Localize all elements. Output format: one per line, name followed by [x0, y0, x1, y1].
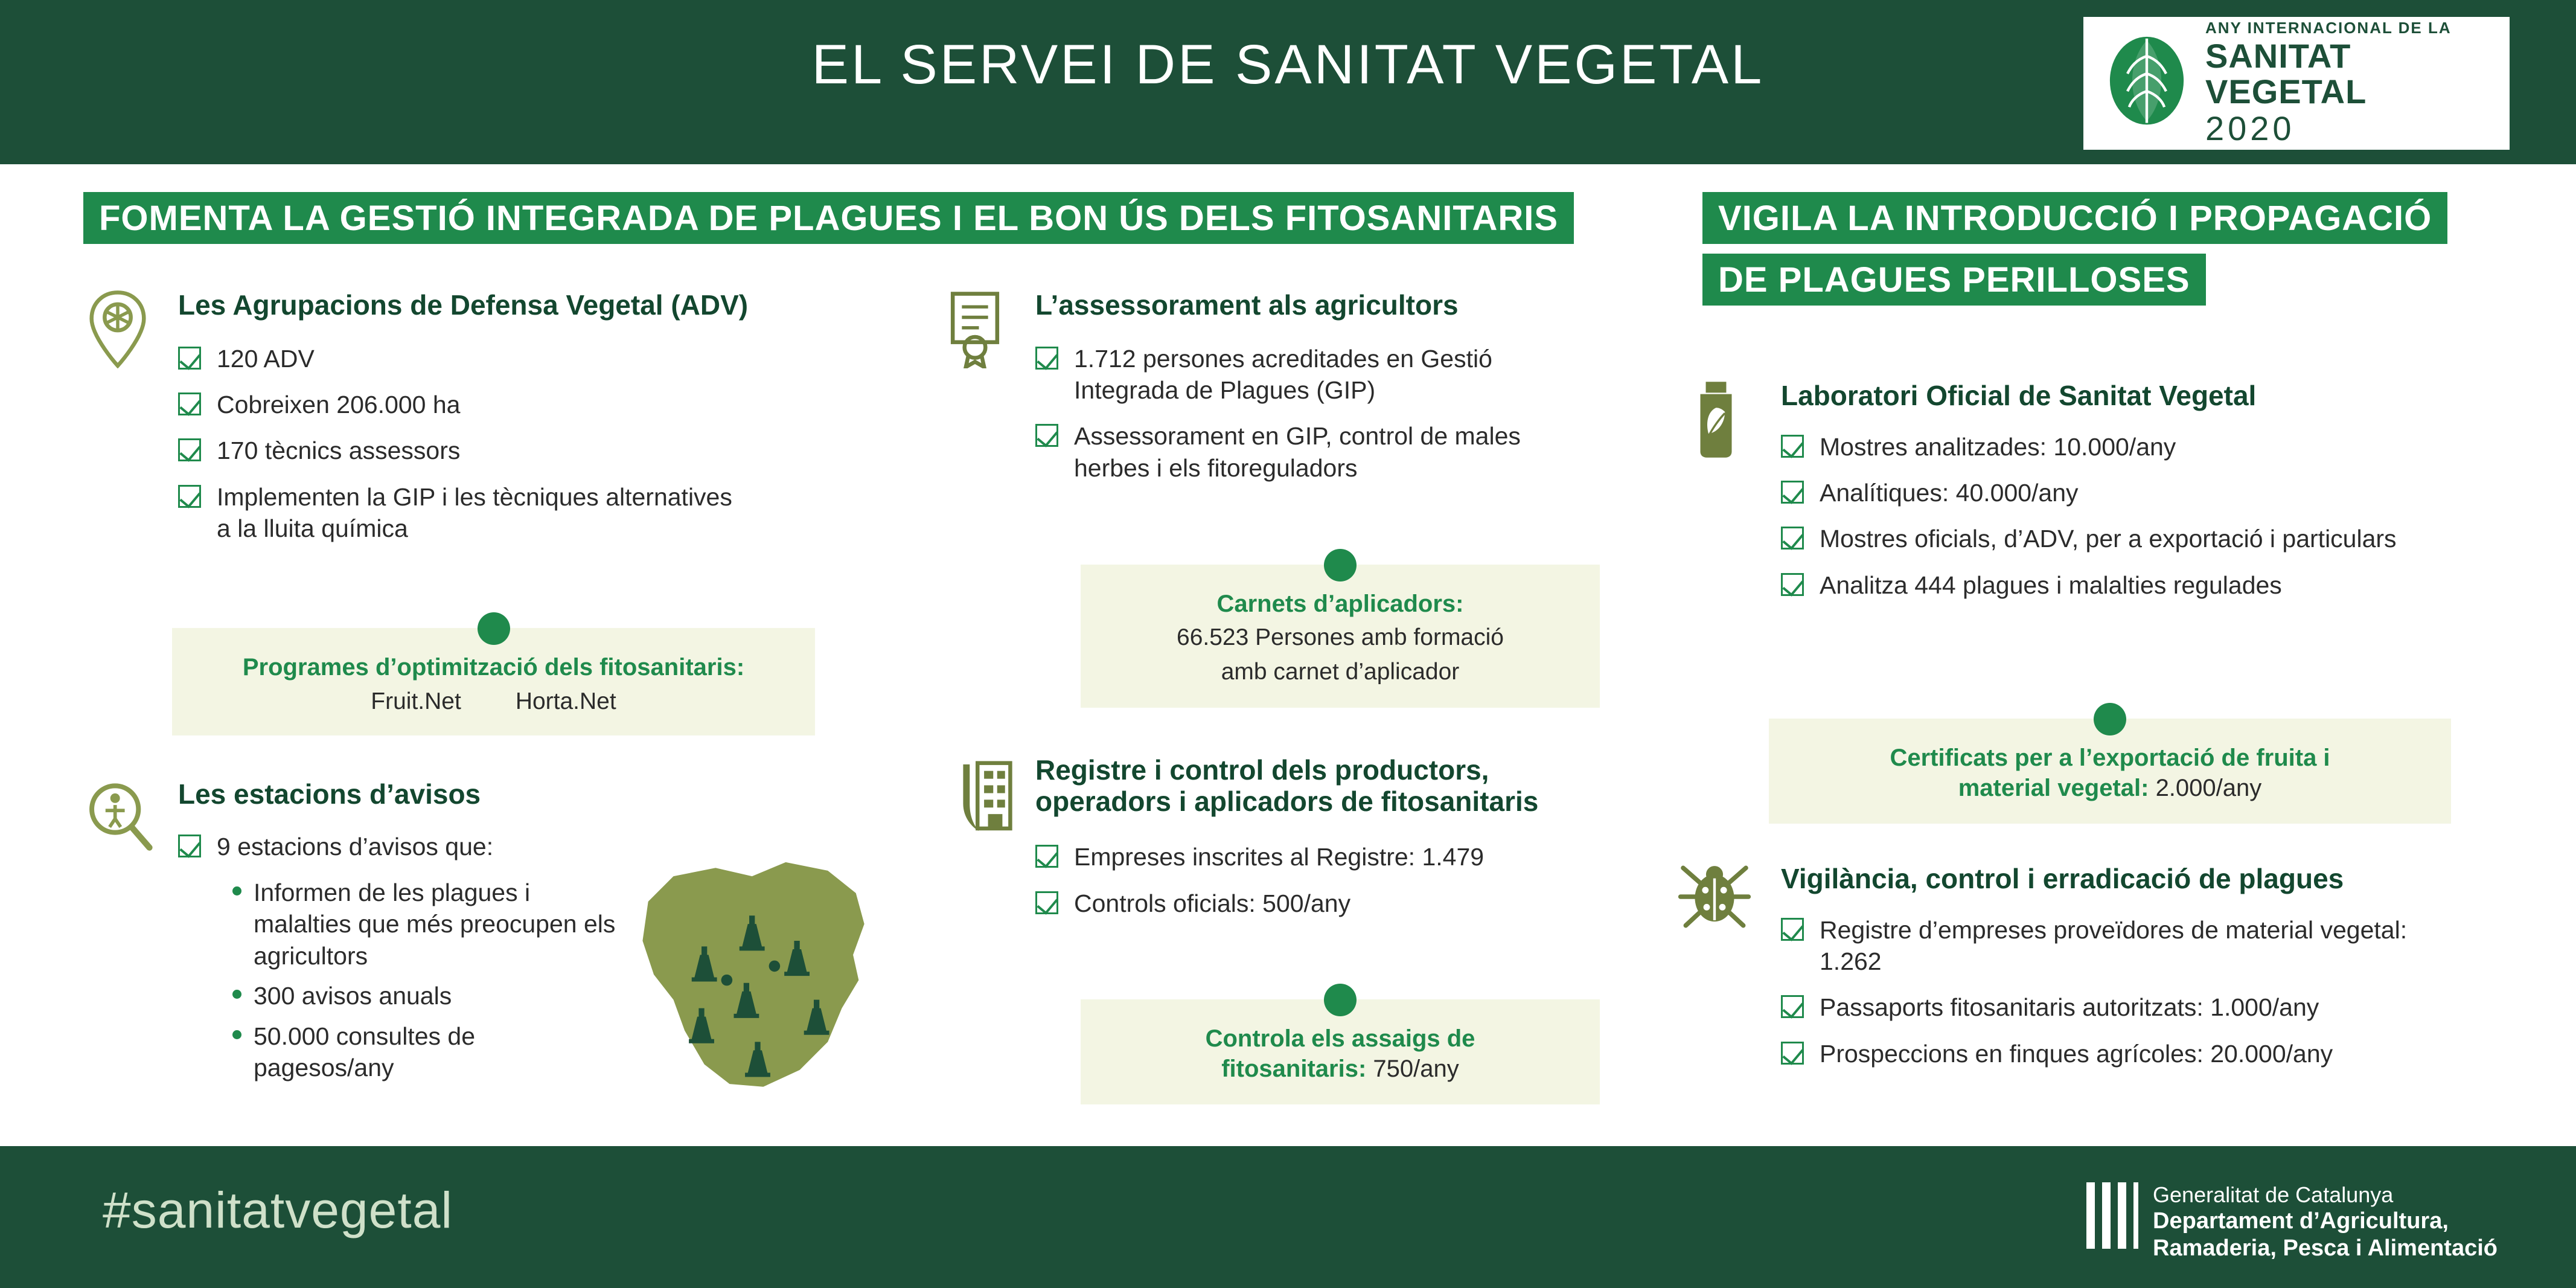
year-logo: [2083, 17, 2510, 150]
list-item: [178, 343, 933, 374]
bullet-icon: [232, 1030, 241, 1039]
generalitat-line-1: Generalitat de Catalunya: [2153, 1182, 2394, 1207]
registre-title-line2: operadors i aplicadors de fitosanitaris: [1035, 785, 1539, 817]
estacions-item-0: 9 estacions d’avisos que:: [217, 832, 494, 860]
page-title: EL SERVEI DE SANITAT VEGETAL: [811, 34, 1765, 95]
check-icon: [178, 392, 201, 415]
page-footer: [0, 1146, 2576, 1288]
registry-shield-icon: [942, 758, 1017, 836]
option-fruitnet: Fruit.Net: [371, 688, 461, 714]
check-icon: [178, 438, 201, 461]
list-item: [1781, 1038, 2499, 1069]
list-item: [232, 980, 649, 1011]
vigilancia-item-1: Passaports fitosanitaris autoritzats: 1.000/any: [1820, 993, 2319, 1022]
callout-dot-icon: [1324, 984, 1357, 1016]
adv-item-2: 170 tècnics assessors: [217, 437, 461, 465]
list-item: [178, 389, 933, 420]
pest-insect-icon: [1675, 857, 1754, 936]
laboratori-title: Laboratori Oficial de Sanitat Vegetal: [1781, 380, 2257, 411]
callout-title-2-text: material vegetal:: [1958, 775, 2149, 801]
check-icon: [1781, 573, 1804, 596]
logo-text: [2205, 20, 2510, 147]
laboratori-item-0: Mostres analitzades: 10.000/any: [1820, 432, 2176, 461]
check-icon: [1035, 845, 1058, 868]
laboratori-item-2: Mostres oficials, d’ADV, per a exportació i particulars: [1820, 525, 2397, 553]
callout-title-2: [1787, 773, 2433, 803]
list-item: [1781, 477, 2499, 508]
callout-sub-2: amb carnet d’aplicador: [1221, 658, 1460, 685]
assessorament-list: [1035, 343, 1639, 484]
banner-left: FOMENTA LA GESTIÓ INTEGRADA DE PLAGUES I EL BON ÚS DELS FITOSANITARIS: [83, 192, 1574, 244]
vigilancia-item-2: Prospeccions en finques agrícoles: 20.000/any: [1820, 1039, 2333, 1068]
estacions-list: [178, 831, 649, 862]
estacions-bullet-0: Informen de les plagues i malalties que més preocupen els agricultors: [254, 878, 616, 970]
list-item: [1035, 420, 1639, 484]
list-item: [1781, 992, 2499, 1023]
callout-dot-icon: [1324, 549, 1357, 582]
list-item: [1781, 569, 2499, 601]
list-item: [1781, 523, 2499, 554]
assessorament-title: L’assessorament als agricultors: [1035, 289, 1459, 321]
check-icon: [178, 347, 201, 370]
laboratori-list: [1781, 431, 2499, 601]
adv-item-0: 120 ADV: [217, 344, 315, 373]
block-assessorament: [1035, 290, 1639, 498]
vigilancia-list: [1781, 914, 2499, 1070]
generalitat-line-2: Departament d’Agricultura,: [2153, 1208, 2449, 1234]
list-item: [178, 435, 933, 466]
check-icon: [1781, 1042, 1804, 1065]
check-icon: [1035, 891, 1058, 914]
block-laboratori: [1781, 380, 2499, 615]
callout-assaigs: [1081, 999, 1600, 1104]
list-item: [1035, 888, 1675, 919]
check-icon: [1781, 527, 1804, 549]
adv-list: [178, 343, 933, 545]
list-item: [178, 831, 649, 862]
check-icon: [1781, 918, 1804, 941]
callout-title: Programes d’optimització dels fitosanitaris:: [242, 654, 745, 681]
list-item: [232, 1020, 649, 1084]
block-adv: [178, 290, 933, 559]
callout-title: Certificats per a l’exportació de fruita i: [1890, 745, 2330, 771]
laboratori-item-1: Analítiques: 40.000/any: [1820, 478, 2079, 507]
bullet-icon: [232, 886, 241, 896]
check-icon: [178, 485, 201, 508]
list-item: [1035, 841, 1675, 873]
callout-carnets: [1081, 565, 1600, 708]
registre-item-0: Empreses inscrites al Registre: 1.479: [1074, 843, 1485, 871]
estacions-title: Les estacions d’avisos: [178, 778, 481, 810]
assessorament-item-1: Assessorament en GIP, control de males herbes i els fitoreguladors: [1074, 422, 1521, 482]
option-hortanet: Horta.Net: [515, 688, 616, 714]
generalitat-line-3: Ramaderia, Pesca i Alimentació: [2153, 1235, 2498, 1261]
hashtag: #sanitatvegetal: [103, 1182, 453, 1238]
block-registre: [1035, 755, 1675, 934]
callout-value: 750/any: [1373, 1056, 1459, 1082]
callout-programes: [172, 628, 815, 735]
catalonia-map-icon: [616, 845, 900, 1105]
vigilancia-item-0: Registre d’empreses proveïdores de material vegetal: 1.262: [1820, 915, 2408, 975]
list-item: [232, 877, 649, 972]
assessorament-item-0: 1.712 persones acreditades en Gestió Integrada de Plagues (GIP): [1074, 344, 1492, 404]
check-icon: [1781, 435, 1804, 458]
estacions-bullet-1: 300 avisos anuals: [254, 982, 452, 1010]
banner-right-line1: VIGILA LA INTRODUCCIÓ I PROPAGACIÓ: [1702, 192, 2447, 244]
list-item: [178, 481, 933, 545]
bullet-icon: [232, 990, 241, 999]
check-icon: [178, 835, 201, 857]
generalitat-logo: [2084, 1182, 2498, 1262]
check-icon: [1781, 995, 1804, 1018]
estacions-bullets: [232, 877, 649, 1084]
adv-title: Les Agrupacions de Defensa Vegetal (ADV): [178, 289, 749, 321]
vigilancia-title: Vigilància, control i erradicació de plagues: [1781, 863, 2344, 894]
callout-title: Controla els assaigs de: [1205, 1025, 1475, 1052]
adv-item-3: Implementen la GIP i les tècniques alternatives a la lluita química: [217, 482, 732, 543]
callout-options: [190, 688, 797, 715]
callout-title-2: [1099, 1054, 1582, 1084]
callout-title: Carnets d’aplicadors:: [1216, 591, 1464, 617]
banner-right-line2: DE PLAGUES PERILLOSES: [1702, 254, 2206, 306]
block-vigilancia: [1781, 863, 2499, 1084]
callout-dot-icon: [2094, 703, 2126, 735]
logo-line-3: 2020: [2205, 109, 2295, 148]
leaf-icon: [2101, 35, 2192, 132]
callout-value: 2.000/any: [2155, 775, 2262, 801]
callout-sub-1: 66.523 Persones amb formació: [1177, 624, 1504, 650]
list-item: [1035, 343, 1639, 406]
adv-icon: [85, 290, 151, 368]
logo-line-1: ANY INTERNACIONAL DE LA: [2205, 19, 2452, 37]
logo-line-2: SANITAT VEGETAL: [2205, 37, 2367, 111]
callout-dot-icon: [478, 612, 510, 645]
block-estacions: [178, 779, 649, 1092]
check-icon: [1035, 424, 1058, 447]
certificate-icon: [942, 290, 1008, 368]
generalitat-mark-icon: [2084, 1182, 2140, 1249]
page-header: [0, 0, 2576, 164]
callout-title-2-text: fitosanitaris:: [1221, 1056, 1367, 1082]
laboratori-item-3: Analitza 444 plagues i malalties regulades: [1820, 571, 2282, 599]
estacions-icon: [85, 779, 154, 854]
list-item: [1781, 914, 2499, 978]
registre-list: [1035, 841, 1675, 919]
list-item: [1781, 431, 2499, 463]
callout-certificats: [1769, 719, 2451, 824]
registre-item-1: Controls oficials: 500/any: [1074, 889, 1351, 917]
lab-bottle-icon: [1684, 380, 1748, 459]
adv-item-1: Cobreixen 206.000 ha: [217, 390, 461, 418]
generalitat-text: [2153, 1182, 2498, 1262]
check-icon: [1035, 347, 1058, 370]
registre-title-line1: Registre i control dels productors,: [1035, 754, 1489, 786]
estacions-bullet-2: 50.000 consultes de pagesos/any: [254, 1022, 475, 1082]
check-icon: [1781, 481, 1804, 504]
